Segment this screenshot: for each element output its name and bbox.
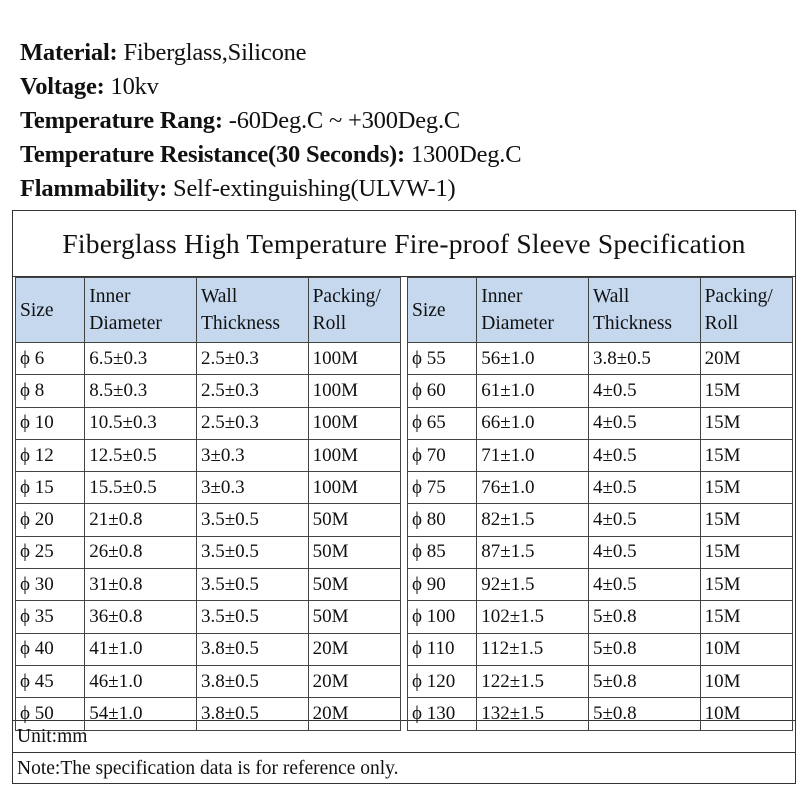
cell-inner-diameter: 36±0.8	[85, 601, 197, 633]
cell-size: ϕ 25	[16, 536, 85, 568]
cell-size: ϕ 130	[408, 698, 477, 730]
cell-packing-roll: 20M	[308, 698, 400, 730]
table-row	[408, 375, 793, 407]
cell-inner-diameter: 92±1.5	[477, 569, 589, 601]
cell-packing-roll: 20M	[308, 633, 400, 665]
cell-packing-roll: 100M	[308, 407, 400, 439]
cell-size: ϕ 45	[16, 665, 85, 697]
cell-packing-roll: 10M	[700, 698, 792, 730]
header-row	[16, 278, 401, 343]
header-packing-roll: Packing/ Roll	[308, 278, 400, 343]
cell-packing-roll: 10M	[700, 633, 792, 665]
cell-packing-roll: 100M	[308, 439, 400, 471]
cell-packing-roll: 50M	[308, 601, 400, 633]
cell-inner-diameter: 56±1.0	[477, 343, 589, 375]
cell-wall-thickness: 3.5±0.5	[196, 569, 308, 601]
spec-table-right	[407, 277, 793, 724]
spec-list	[20, 36, 521, 206]
spec-flammability	[20, 172, 521, 206]
table-row	[16, 601, 401, 633]
cell-size: ϕ 30	[16, 569, 85, 601]
header-wall-thickness: Wall Thickness	[588, 278, 700, 343]
cell-packing-roll: 15M	[700, 439, 792, 471]
cell-inner-diameter: 15.5±0.5	[85, 472, 197, 504]
table-row	[408, 343, 793, 375]
spec-temperature-range	[20, 104, 521, 138]
table-row	[408, 407, 793, 439]
header-wall-thickness: Wall Thickness	[196, 278, 308, 343]
cell-inner-diameter: 87±1.5	[477, 536, 589, 568]
cell-wall-thickness: 5±0.8	[588, 665, 700, 697]
cell-size: ϕ 35	[16, 601, 85, 633]
header-row	[408, 278, 793, 343]
cell-inner-diameter: 112±1.5	[477, 633, 589, 665]
table-row	[16, 504, 401, 536]
spec-key: Material:	[20, 39, 118, 66]
unit-note: Unit:mm	[17, 726, 88, 747]
cell-wall-thickness: 3.8±0.5	[196, 633, 308, 665]
cell-size: ϕ 80	[408, 504, 477, 536]
cell-inner-diameter: 82±1.5	[477, 504, 589, 536]
cell-wall-thickness: 4±0.5	[588, 504, 700, 536]
table-row	[16, 439, 401, 471]
table-row	[408, 633, 793, 665]
cell-size: ϕ 40	[16, 633, 85, 665]
table-row	[408, 504, 793, 536]
spec-key: Flammability:	[20, 175, 168, 202]
cell-packing-roll: 100M	[308, 472, 400, 504]
cell-wall-thickness: 4±0.5	[588, 536, 700, 568]
cell-wall-thickness: 3.5±0.5	[196, 536, 308, 568]
cell-size: ϕ 55	[408, 343, 477, 375]
table-row	[408, 665, 793, 697]
table-row	[408, 439, 793, 471]
spec-tables	[13, 277, 795, 724]
cell-size: ϕ 8	[16, 375, 85, 407]
cell-packing-roll: 15M	[700, 569, 792, 601]
table-row	[408, 569, 793, 601]
cell-size: ϕ 75	[408, 472, 477, 504]
cell-packing-roll: 15M	[700, 472, 792, 504]
table-body	[16, 343, 401, 731]
table-row	[408, 536, 793, 568]
cell-wall-thickness: 4±0.5	[588, 472, 700, 504]
cell-wall-thickness: 3.8±0.5	[588, 343, 700, 375]
cell-packing-roll: 15M	[700, 504, 792, 536]
cell-inner-diameter: 21±0.8	[85, 504, 197, 536]
cell-inner-diameter: 6.5±0.3	[85, 343, 197, 375]
cell-wall-thickness: 2.5±0.3	[196, 407, 308, 439]
cell-inner-diameter: 61±1.0	[477, 375, 589, 407]
cell-wall-thickness: 3±0.3	[196, 472, 308, 504]
spec-key: Voltage:	[20, 73, 105, 100]
cell-inner-diameter: 54±1.0	[85, 698, 197, 730]
spec-value: 10kv	[110, 73, 159, 100]
cell-packing-roll: 50M	[308, 504, 400, 536]
cell-size: ϕ 90	[408, 569, 477, 601]
cell-inner-diameter: 10.5±0.3	[85, 407, 197, 439]
spec-value: -60Deg.C ~ +300Deg.C	[228, 107, 461, 134]
cell-wall-thickness: 4±0.5	[588, 375, 700, 407]
cell-packing-roll: 10M	[700, 665, 792, 697]
cell-wall-thickness: 3.8±0.5	[196, 698, 308, 730]
cell-packing-roll: 100M	[308, 343, 400, 375]
cell-inner-diameter: 122±1.5	[477, 665, 589, 697]
cell-wall-thickness: 2.5±0.3	[196, 375, 308, 407]
cell-wall-thickness: 5±0.8	[588, 698, 700, 730]
cell-packing-roll: 15M	[700, 601, 792, 633]
spec-value: 1300Deg.C	[410, 141, 522, 168]
cell-packing-roll: 20M	[700, 343, 792, 375]
cell-wall-thickness: 5±0.8	[588, 633, 700, 665]
table-row	[16, 407, 401, 439]
cell-size: ϕ 110	[408, 633, 477, 665]
table-row	[408, 601, 793, 633]
cell-packing-roll: 50M	[308, 536, 400, 568]
cell-wall-thickness: 4±0.5	[588, 439, 700, 471]
cell-inner-diameter: 102±1.5	[477, 601, 589, 633]
table-row	[16, 665, 401, 697]
spec-value: Self-extinguishing(ULVW-1)	[173, 175, 456, 202]
cell-wall-thickness: 5±0.8	[588, 601, 700, 633]
table-row	[16, 633, 401, 665]
cell-inner-diameter: 26±0.8	[85, 536, 197, 568]
cell-packing-roll: 50M	[308, 569, 400, 601]
header-packing-roll: Packing/ Roll	[700, 278, 792, 343]
specification-sheet	[12, 210, 796, 784]
cell-packing-roll: 15M	[700, 407, 792, 439]
cell-size: ϕ 85	[408, 536, 477, 568]
table-row	[16, 375, 401, 407]
cell-size: ϕ 65	[408, 407, 477, 439]
cell-size: ϕ 50	[16, 698, 85, 730]
cell-size: ϕ 10	[16, 407, 85, 439]
cell-wall-thickness: 4±0.5	[588, 569, 700, 601]
table-row	[16, 472, 401, 504]
cell-inner-diameter: 66±1.0	[477, 407, 589, 439]
cell-wall-thickness: 4±0.5	[588, 407, 700, 439]
header-inner-diameter: Inner Diameter	[477, 278, 589, 343]
spec-table-left	[15, 277, 401, 724]
spec-material	[20, 36, 521, 70]
table-title: Fiberglass High Temperature Fire-proof Sleeve Specification	[13, 211, 795, 277]
cell-size: ϕ 60	[408, 375, 477, 407]
header-size: Size	[16, 278, 85, 343]
cell-wall-thickness: 3±0.3	[196, 439, 308, 471]
table-row	[408, 698, 793, 730]
spec-value: Fiberglass,Silicone	[123, 39, 307, 66]
spec-temperature-resistance	[20, 138, 521, 172]
cell-size: ϕ 20	[16, 504, 85, 536]
table-row	[16, 536, 401, 568]
cell-packing-roll: 100M	[308, 375, 400, 407]
cell-size: ϕ 6	[16, 343, 85, 375]
cell-inner-diameter: 8.5±0.3	[85, 375, 197, 407]
cell-inner-diameter: 31±0.8	[85, 569, 197, 601]
cell-size: ϕ 12	[16, 439, 85, 471]
spec-voltage	[20, 70, 521, 104]
table-body	[408, 343, 793, 731]
cell-packing-roll: 20M	[308, 665, 400, 697]
header-size: Size	[408, 278, 477, 343]
cell-packing-roll: 15M	[700, 375, 792, 407]
cell-inner-diameter: 46±1.0	[85, 665, 197, 697]
table-row	[16, 343, 401, 375]
cell-size: ϕ 100	[408, 601, 477, 633]
cell-inner-diameter: 12.5±0.5	[85, 439, 197, 471]
cell-wall-thickness: 3.5±0.5	[196, 601, 308, 633]
cell-wall-thickness: 3.5±0.5	[196, 504, 308, 536]
cell-inner-diameter: 71±1.0	[477, 439, 589, 471]
cell-inner-diameter: 76±1.0	[477, 472, 589, 504]
reference-note: Note:The specification data is for reference only.	[13, 752, 795, 783]
cell-size: ϕ 70	[408, 439, 477, 471]
cell-inner-diameter: 132±1.5	[477, 698, 589, 730]
cell-wall-thickness: 2.5±0.3	[196, 343, 308, 375]
table-row	[408, 472, 793, 504]
header-inner-diameter: Inner Diameter	[85, 278, 197, 343]
spec-key: Temperature Resistance(30 Seconds):	[20, 141, 405, 168]
table-row	[16, 569, 401, 601]
cell-size: ϕ 120	[408, 665, 477, 697]
spec-key: Temperature Rang:	[20, 107, 223, 134]
cell-packing-roll: 15M	[700, 536, 792, 568]
cell-inner-diameter: 41±1.0	[85, 633, 197, 665]
cell-wall-thickness: 3.8±0.5	[196, 665, 308, 697]
cell-size: ϕ 15	[16, 472, 85, 504]
